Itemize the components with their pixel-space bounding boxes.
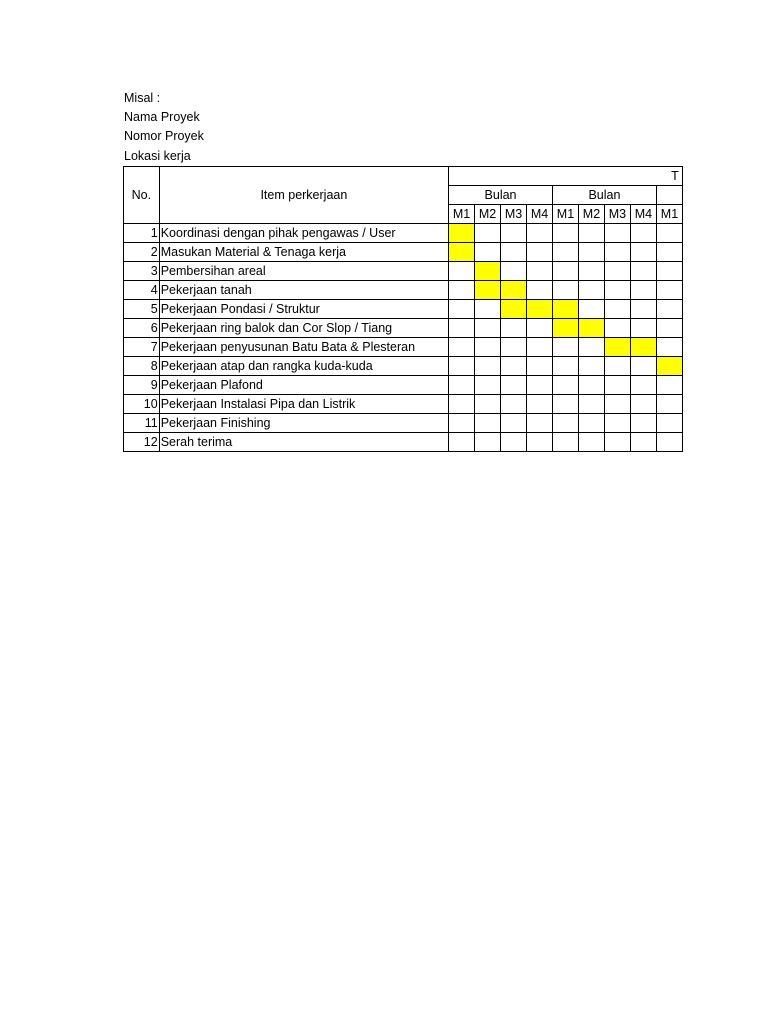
label-misal: Misal :: [124, 91, 161, 105]
header-row-year: [124, 167, 683, 186]
schedule-cell: [501, 395, 527, 414]
schedule-cell-filled: [630, 338, 656, 357]
schedule-cell: [656, 376, 682, 395]
schedule-cell: [630, 243, 656, 262]
row-number: 8: [124, 357, 160, 376]
schedule-cell: [527, 338, 553, 357]
schedule-cell: [656, 300, 682, 319]
schedule-cell: [630, 224, 656, 243]
schedule-cell: [578, 376, 604, 395]
work-item: Pekerjaan atap dan rangka kuda-kuda: [159, 357, 448, 376]
schedule-cell-filled: [656, 357, 682, 376]
work-item: Pekerjaan Pondasi / Struktur: [159, 300, 448, 319]
column-header-item: Item perkerjaan: [159, 167, 448, 224]
week-header: M1: [656, 205, 682, 224]
schedule-cell: [578, 395, 604, 414]
schedule-cell-filled: [553, 300, 579, 319]
table-row: [124, 224, 683, 243]
work-item: Pekerjaan penyusunan Batu Bata & Plesteran: [159, 338, 448, 357]
schedule-cell-filled: [449, 224, 475, 243]
schedule-body: [124, 224, 683, 452]
work-item: Pekerjaan Plafond: [159, 376, 448, 395]
schedule-cell: [527, 281, 553, 300]
schedule-cell: [501, 262, 527, 281]
schedule-cell: [553, 243, 579, 262]
schedule-cell: [578, 243, 604, 262]
schedule-cell: [449, 395, 475, 414]
work-item: Pekerjaan tanah: [159, 281, 448, 300]
schedule-cell: [449, 319, 475, 338]
schedule-cell: [656, 414, 682, 433]
row-number: 9: [124, 376, 160, 395]
week-header: M3: [501, 205, 527, 224]
week-header: M2: [475, 205, 501, 224]
schedule-cell: [630, 262, 656, 281]
schedule-cell: [630, 376, 656, 395]
table-row: [124, 281, 683, 300]
schedule-cell: [630, 414, 656, 433]
schedule-cell: [501, 376, 527, 395]
schedule-cell: [501, 338, 527, 357]
schedule-cell: [630, 300, 656, 319]
work-item: Pekerjaan Instalasi Pipa dan Listrik: [159, 395, 448, 414]
row-number: 5: [124, 300, 160, 319]
row-number: 11: [124, 414, 160, 433]
schedule-table: [123, 166, 683, 452]
schedule-cell: [501, 357, 527, 376]
column-header-month-3: [656, 186, 682, 205]
schedule-cell: [527, 433, 553, 452]
schedule-cell: [475, 376, 501, 395]
schedule-cell: [475, 319, 501, 338]
schedule-cell: [553, 376, 579, 395]
week-header: M3: [604, 205, 630, 224]
schedule-cell: [604, 281, 630, 300]
column-header-no: No.: [124, 167, 160, 224]
schedule-cell: [630, 319, 656, 338]
schedule-cell: [475, 433, 501, 452]
table-row: [124, 395, 683, 414]
schedule-cell: [553, 281, 579, 300]
schedule-cell: [604, 414, 630, 433]
schedule-cell: [630, 281, 656, 300]
schedule-cell: [527, 319, 553, 338]
row-number: 12: [124, 433, 160, 452]
schedule-cell: [604, 224, 630, 243]
row-number: 4: [124, 281, 160, 300]
schedule-cell: [449, 357, 475, 376]
schedule-cell: [656, 281, 682, 300]
schedule-cell: [656, 319, 682, 338]
column-header-year: T: [449, 167, 683, 186]
table-row: [124, 319, 683, 338]
schedule-cell: [578, 281, 604, 300]
schedule-cell: [553, 433, 579, 452]
schedule-cell: [604, 300, 630, 319]
work-item: Masukan Material & Tenaga kerja: [159, 243, 448, 262]
table-row: [124, 300, 683, 319]
schedule-cell: [501, 243, 527, 262]
schedule-cell: [527, 224, 553, 243]
schedule-cell: [578, 338, 604, 357]
schedule-cell: [630, 395, 656, 414]
schedule-cell-filled: [578, 319, 604, 338]
schedule-cell: [475, 357, 501, 376]
schedule-cell-filled: [501, 281, 527, 300]
work-item: Pekerjaan ring balok dan Cor Slop / Tiang: [159, 319, 448, 338]
schedule-cell: [656, 243, 682, 262]
schedule-cell-filled: [475, 262, 501, 281]
schedule-cell: [604, 319, 630, 338]
schedule-cell: [553, 262, 579, 281]
table-row: [124, 338, 683, 357]
schedule-cell: [475, 300, 501, 319]
schedule-cell: [527, 262, 553, 281]
schedule-cell: [527, 395, 553, 414]
row-number: 7: [124, 338, 160, 357]
row-number: 10: [124, 395, 160, 414]
row-number: 6: [124, 319, 160, 338]
schedule-cell: [475, 224, 501, 243]
week-header: M1: [449, 205, 475, 224]
table-row: [124, 262, 683, 281]
row-number: 1: [124, 224, 160, 243]
schedule-cell-filled: [501, 300, 527, 319]
schedule-cell: [553, 338, 579, 357]
week-header: M4: [630, 205, 656, 224]
schedule-cell: [449, 281, 475, 300]
schedule-cell: [501, 319, 527, 338]
schedule-cell: [501, 224, 527, 243]
schedule-cell: [630, 433, 656, 452]
schedule-cell: [604, 433, 630, 452]
week-header: M1: [553, 205, 579, 224]
table-row: [124, 433, 683, 452]
row-number: 3: [124, 262, 160, 281]
label-nomor-proyek: Nomor Proyek: [124, 129, 204, 143]
schedule-cell: [604, 376, 630, 395]
week-header: M2: [578, 205, 604, 224]
schedule-cell: [578, 357, 604, 376]
schedule-cell-filled: [449, 243, 475, 262]
column-header-month-1: Bulan: [449, 186, 553, 205]
row-number: 2: [124, 243, 160, 262]
schedule-cell: [656, 395, 682, 414]
schedule-cell: [475, 243, 501, 262]
table-row: [124, 243, 683, 262]
table-row: [124, 414, 683, 433]
schedule-cell: [553, 395, 579, 414]
week-header: M4: [527, 205, 553, 224]
work-item: Koordinasi dengan pihak pengawas / User: [159, 224, 448, 243]
schedule-cell: [527, 243, 553, 262]
schedule-cell: [578, 262, 604, 281]
schedule-cell: [501, 414, 527, 433]
label-nama-proyek: Nama Proyek: [124, 110, 200, 124]
schedule-cell: [578, 414, 604, 433]
schedule-cell: [553, 414, 579, 433]
schedule-cell: [656, 262, 682, 281]
schedule-cell: [604, 357, 630, 376]
work-item: Pembersihan areal: [159, 262, 448, 281]
label-lokasi-kerja: Lokasi kerja: [124, 149, 191, 163]
schedule-cell: [578, 224, 604, 243]
schedule-cell: [449, 262, 475, 281]
schedule-cell: [553, 224, 579, 243]
schedule-cell: [604, 262, 630, 281]
column-header-month-2: Bulan: [553, 186, 657, 205]
schedule-cell: [449, 338, 475, 357]
schedule-cell: [527, 414, 553, 433]
schedule-cell: [656, 433, 682, 452]
schedule-cell-filled: [527, 300, 553, 319]
schedule-cell: [656, 224, 682, 243]
schedule-cell-filled: [475, 281, 501, 300]
schedule-cell: [578, 433, 604, 452]
schedule-cell: [475, 395, 501, 414]
schedule-cell: [475, 338, 501, 357]
work-item: Serah terima: [159, 433, 448, 452]
schedule-cell: [630, 357, 656, 376]
work-item: Pekerjaan Finishing: [159, 414, 448, 433]
schedule-cell: [553, 357, 579, 376]
schedule-cell: [501, 433, 527, 452]
table-row: [124, 357, 683, 376]
schedule-table-viewport: [123, 166, 683, 460]
schedule-cell: [449, 414, 475, 433]
schedule-cell: [449, 376, 475, 395]
schedule-cell: [604, 243, 630, 262]
schedule-cell: [527, 357, 553, 376]
schedule-cell: [604, 395, 630, 414]
schedule-cell: [449, 300, 475, 319]
table-row: [124, 376, 683, 395]
schedule-cell: [656, 338, 682, 357]
schedule-cell: [578, 300, 604, 319]
schedule-cell-filled: [604, 338, 630, 357]
schedule-cell: [449, 433, 475, 452]
schedule-cell-filled: [553, 319, 579, 338]
schedule-cell: [527, 376, 553, 395]
schedule-cell: [475, 414, 501, 433]
